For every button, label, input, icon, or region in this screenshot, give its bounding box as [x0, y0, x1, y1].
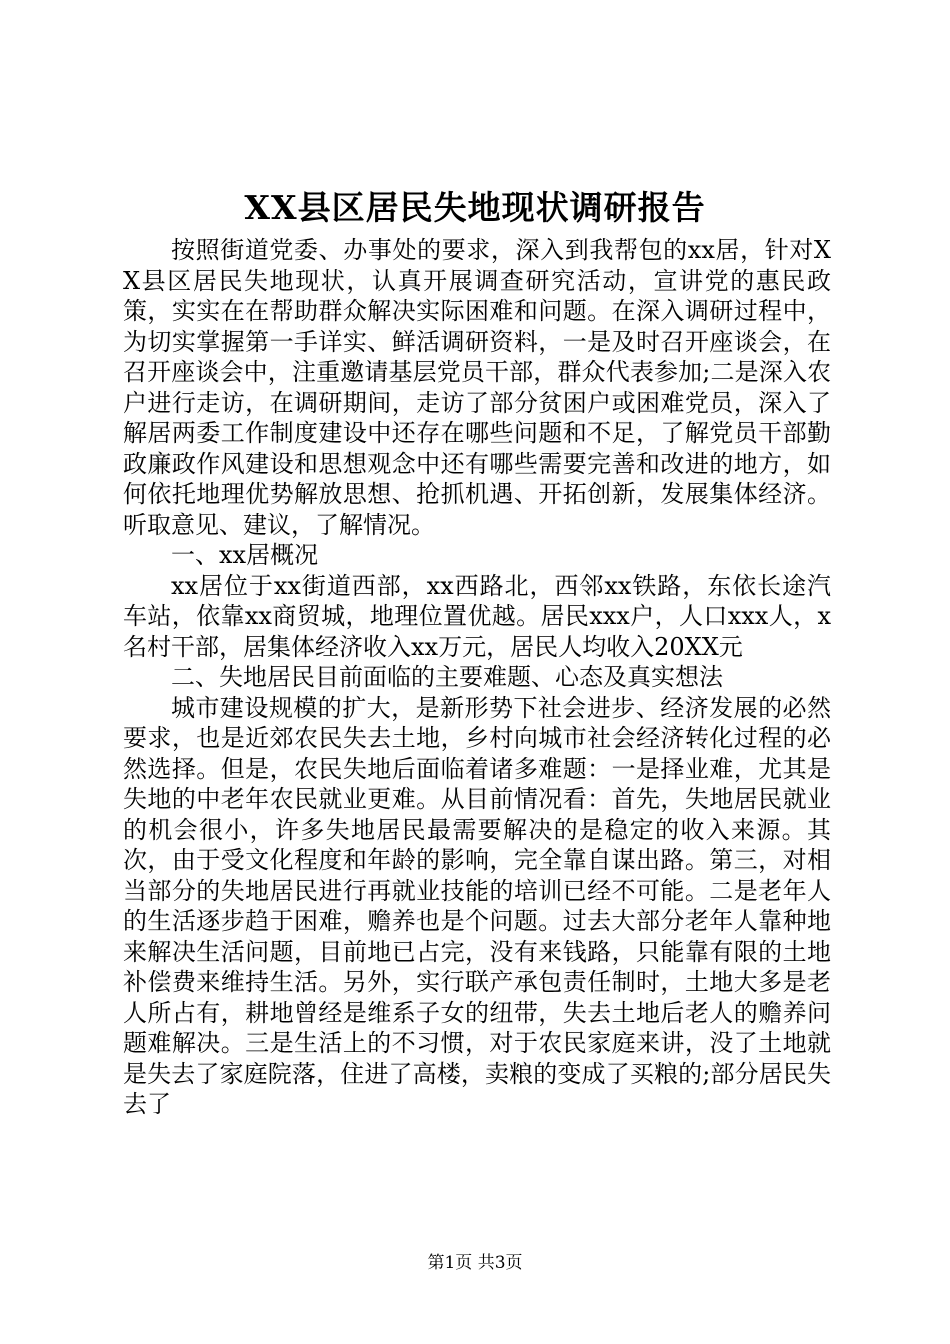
intro-paragraph: 按照街道党委、办事处的要求，深入到我帮包的xx居，针对XX县区居民失地现状，认真开展调查研究活动，宣讲党的惠民政策，实实在在帮助群众解决实际困难和问题。在深入调研过程中，为切实掌握第一手详实、鲜活调研资料，一是及时召开座谈会，在召开座谈会中，注重邀请基层党员干部，群众代表参加;二是深入农户进行走访，在调研期间，走访了部分贫困户或困难党员，深入了解居两委工作制度建设中还存在哪些问题和不足，了解党员干部勤政廉政作风建设和思想观念中还有哪些需要完善和改进的地方，如何依托地理优势解放思想、抢抓机遇、开拓创新，发展集体经济。听取意见、建议，了解情况。 [123, 236, 831, 539]
document-title: XX县区居民失地现状调研报告 [244, 188, 706, 227]
page-number-indicator: 第1页 共3页 [427, 1253, 523, 1273]
document-body [123, 235, 831, 1120]
section-heading-problems: 二、失地居民目前面临的主要难题、心态及真实想法 [171, 663, 723, 691]
problems-paragraph: 城市建设规模的扩大，是新形势下社会进步、经济发展的必然要求，也是近郊农民失去土地，乡村向城市社会经济转化过程的必然选择。但是，农民失地后面临着诸多难题：一是择业难，尤其是失地的中老年农民就业更难。从目前情况看：首先，失地居民就业的机会很小，许多失地居民最需要解决的是稳定的收入来源。其次，由于受文化程度和年龄的影响，完全靠自谋出路。第三，对相当部分的失地居民进行再就业技能的培训已经不可能。二是老年人的生活逐步趋于困难，赡养也是个问题。过去大部分老年人靠种地来解决生活问题，目前地已占完，没有来钱路，只能靠有限的土地补偿费来维持生活。另外，实行联产承包责任制时，土地大多是老人所占有，耕地曾经是维系子女的纽带，失去土地后老人的赡养问题难解决。三是生活上的不习惯，对于农民家庭来讲，没了土地就是失去了家庭院落，住进了高楼，卖粮的变成了买粮的;部分居民失去了 [123, 693, 831, 1118]
section-heading-overview: 一、xx居概况 [171, 541, 319, 569]
overview-paragraph: xx居位于xx街道西部，xx西路北，西邻xx铁路，东依长途汽车站，依靠xx商贸城，地理位置优越。居民xxx户，人口xxx人，x名村干部，居集体经济收入xx万元，居民人均收入20XX元 [123, 571, 831, 661]
page-footer [0, 1251, 950, 1275]
